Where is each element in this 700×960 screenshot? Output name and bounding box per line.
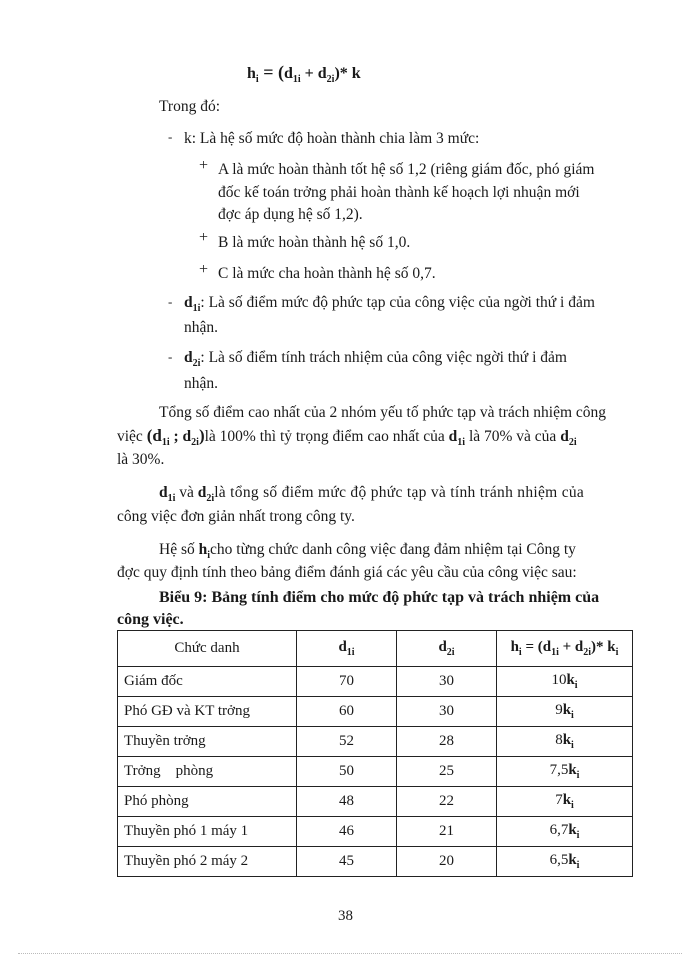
table-row xyxy=(118,817,633,847)
paragraph-2-line2: công việc đơn giản nhất trong công ty. xyxy=(117,508,355,525)
cell-d2: 20 xyxy=(397,847,497,877)
table-row xyxy=(118,757,633,787)
d2i-definition-line1: $d_{2i}$: Là số điểm tính trách nhiệm của công việc ngời thứ i đảm xyxy=(184,349,567,370)
paragraph-2-line1: $d_{1i}$ và $d_{2i}là$ tổng số điểm mức độ phức tạp và tính tránh nhiệm của xyxy=(159,484,585,505)
dash-bullet-icon: - xyxy=(168,129,173,144)
cell-d1: 45 xyxy=(297,847,397,877)
cell-d1: 60 xyxy=(297,697,397,727)
cell-title: Phó phòng xyxy=(118,787,297,817)
plus-bullet-icon: + xyxy=(199,157,209,174)
paragraph-3-line2: đợc quy định tính theo bảng điểm đánh giá các yêu cầu của công việc sau: xyxy=(117,564,577,581)
cell-d1: 70 xyxy=(297,667,397,697)
d1i-definition-line1: $d_{1i}$: Là số điểm mức độ phức tạp của công việc của ngời thứ i đảm xyxy=(184,294,595,315)
paragraph-1-line2: việc ($d_{1i}$ ; $d_{2i})là$ 100% thì tỷ trọng điểm cao nhất của $d_{1i}$ là 70% và của $d_{2i}$ xyxy=(117,426,577,449)
table-caption-line1: Biểu 9: Bảng tính điểm cho mức độ phức tạp và trách nhiệm của xyxy=(159,589,600,606)
cell-title: Thuyền phó 2 máy 2 xyxy=(118,847,297,877)
cell-d1: 50 xyxy=(297,757,397,787)
cell-d1: 46 xyxy=(297,817,397,847)
table-row xyxy=(118,667,633,697)
cell-d2: 30 xyxy=(397,697,497,727)
level-a-line3: đợc áp dụng hệ số 1,2). xyxy=(218,206,363,223)
cell-coef: $8k_i$ xyxy=(497,727,633,757)
table-row xyxy=(118,847,633,877)
table-row xyxy=(118,787,633,817)
cell-d1: 48 xyxy=(297,787,397,817)
cell-title: Trởng phòng xyxy=(118,757,297,787)
dash-bullet-icon: - xyxy=(168,349,173,364)
paragraph-1-line1: Tổng số điểm cao nhất của 2 nhóm yếu tố phức tạp và trách nhiệm công xyxy=(159,404,607,421)
page-divider xyxy=(18,953,682,954)
cell-d2: 25 xyxy=(397,757,497,787)
cell-coef: $7,5k_i$ xyxy=(497,757,633,787)
cell-coef: $9k_i$ xyxy=(497,697,633,727)
d1i-definition-line2: nhận. xyxy=(184,319,219,336)
cell-d2: 28 xyxy=(397,727,497,757)
header-d1i: $d_{1i}$ xyxy=(297,631,397,667)
cell-d2: 21 xyxy=(397,817,497,847)
level-b-line: B là mức hoàn thành hệ số 1,0. xyxy=(218,234,411,251)
dash-bullet-icon: - xyxy=(168,294,173,309)
cell-coef: $6,7k_i$ xyxy=(497,817,633,847)
k-definition: k: Là hệ số mức độ hoàn thành chia làm 3 mức: xyxy=(184,130,480,147)
cell-d1: 52 xyxy=(297,727,397,757)
header-chuc-danh: Chức danh xyxy=(118,631,297,667)
level-a-line2: đốc kế toán trởng phải hoàn thành kế hoạch lợi nhuận mới xyxy=(218,184,580,201)
cell-coef: $7k_i$ xyxy=(497,787,633,817)
level-a-line1: A là mức hoàn thành tốt hệ số 1,2 (riêng giám đốc, phó giám xyxy=(218,161,595,178)
level-c-line: C là mức cha hoàn thành hệ số 0,7. xyxy=(218,265,436,282)
cell-title: Phó GĐ và KT trởng xyxy=(118,697,297,727)
table-row xyxy=(118,697,633,727)
coefficient-table xyxy=(117,630,633,877)
header-d2i: $d_{2i}$ xyxy=(397,631,497,667)
paragraph-3-line1: Hệ số $h_icho$ từng chức danh công việc đang đảm nhiệm tại Công ty xyxy=(159,541,576,562)
cell-d2: 22 xyxy=(397,787,497,817)
plus-bullet-icon: + xyxy=(199,229,209,246)
trong-do-label: Trong đó: xyxy=(159,98,221,115)
cell-d2: 30 xyxy=(397,667,497,697)
table-row xyxy=(118,727,633,757)
table-caption-line2: công việc. xyxy=(117,611,184,628)
table-header-row xyxy=(118,631,633,667)
plus-bullet-icon: + xyxy=(199,261,209,278)
formula-hi: $h_i = (d_{1i} + d_{2i})*$ k xyxy=(247,62,361,86)
cell-coef: $6,5k_i$ xyxy=(497,847,633,877)
page-number: 38 xyxy=(338,908,353,924)
cell-title: Thuyền phó 1 máy 1 xyxy=(118,817,297,847)
header-hi-formula: $h_i = (d_{1i} + d_{2i})*$ $k_i$ xyxy=(497,631,633,667)
d2i-definition-line2: nhận. xyxy=(184,375,219,392)
cell-title: Thuyền trởng xyxy=(118,727,297,757)
cell-coef: $10k_i$ xyxy=(497,667,633,697)
paragraph-1-line3: là 30%. xyxy=(117,451,165,468)
cell-title: Giám đốc xyxy=(118,667,297,697)
